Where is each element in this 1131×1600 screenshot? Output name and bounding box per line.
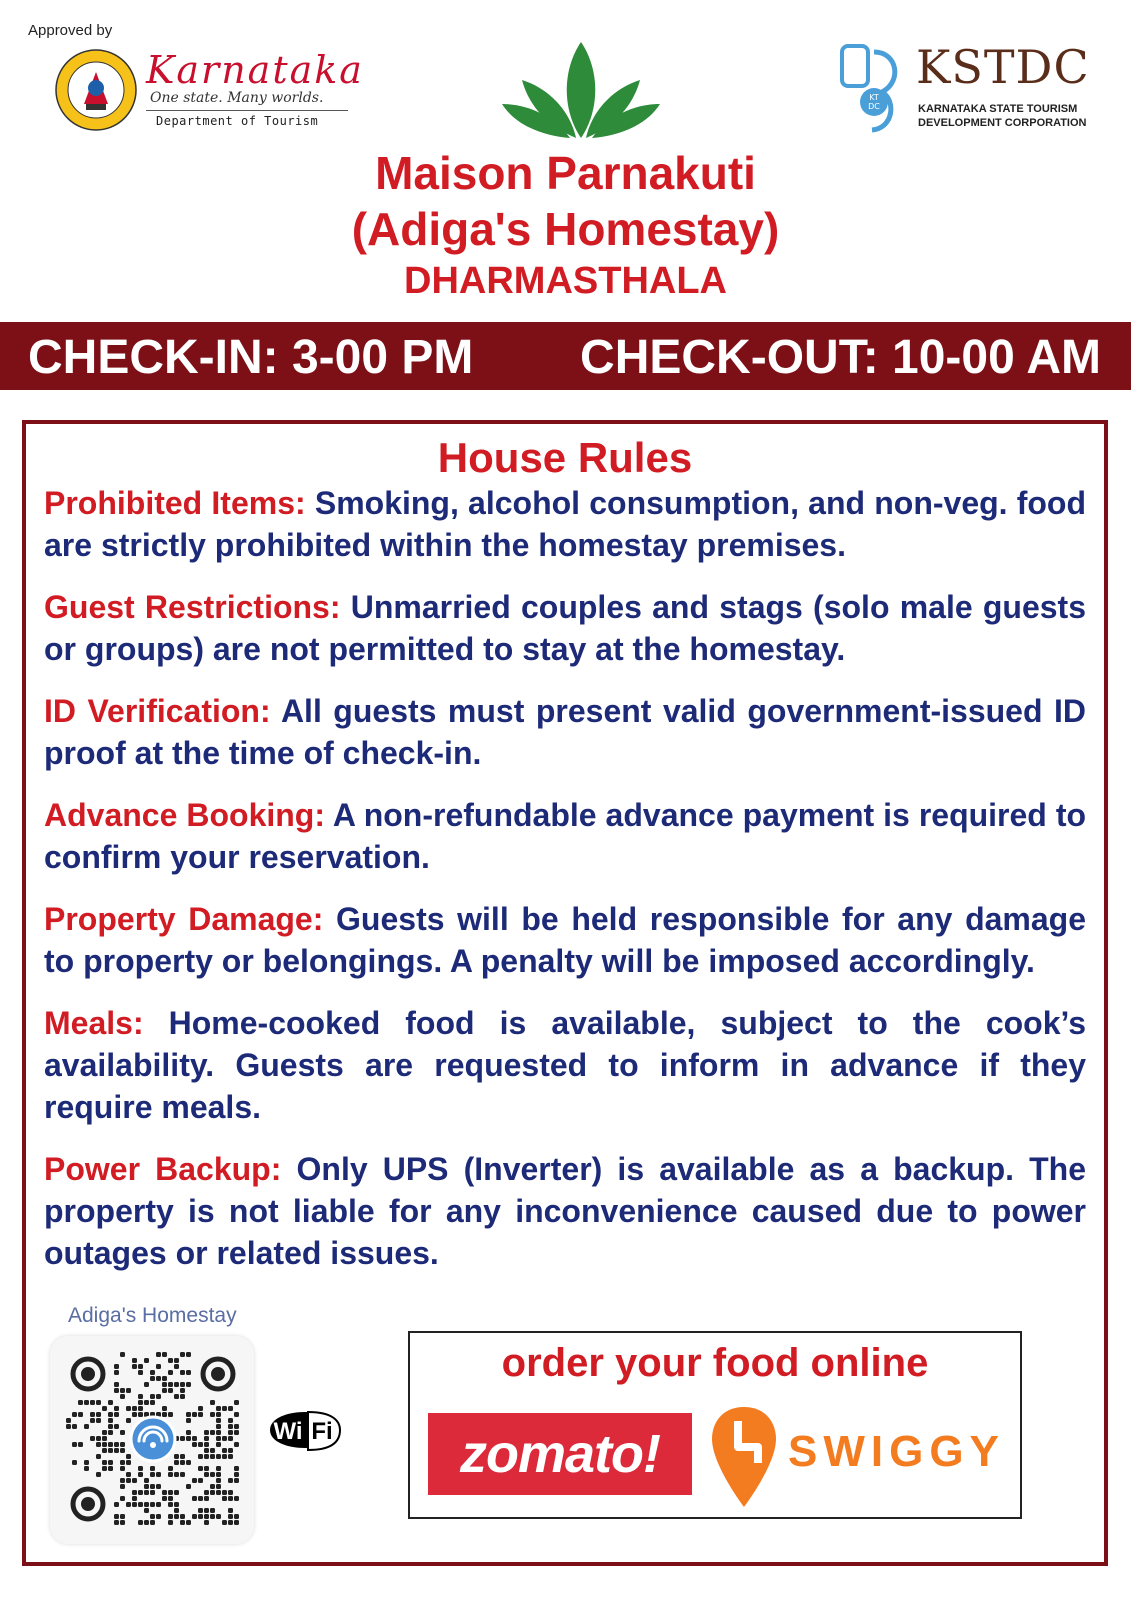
- rule-label: Power Backup:: [44, 1151, 282, 1187]
- rule-text: Only UPS (Inverter) is available as a backup. The property is not liable for any inconvenience caused due to power outages or related issues.: [44, 1151, 1087, 1271]
- homestay-title: Maison Parnakuti: [375, 147, 756, 199]
- rule-label: Meals:: [44, 1005, 144, 1041]
- food-order-box: [408, 1331, 1022, 1519]
- rule-text: Guests will be held responsible for any damage to property or belongings. A penalty will be imposed accordingly.: [44, 901, 1087, 979]
- approved-by-label: Approved by: [28, 22, 113, 39]
- rule-text: Home-cooked food is available, subject to the cook’s availability. Guests are requested to inform in advance if they require meals.: [44, 1005, 1087, 1125]
- rule-text: Smoking, alcohol consumption, and non-veg. food are strictly prohibited within the homestay premises.: [44, 485, 1087, 563]
- rule-prohibited-items: [44, 482, 1086, 566]
- wifi-qr-caption: Adiga's Homestay: [68, 1304, 237, 1327]
- rule-label: Advance Booking:: [44, 797, 326, 833]
- rule-power-backup: [44, 1148, 1086, 1274]
- kstdc-subtitle-line1: KARNATAKA STATE TOURISM: [918, 103, 1078, 115]
- zomato-logo[interactable]: zomato!: [428, 1413, 692, 1495]
- check-in-time: CHECK-IN: 3-00 PM: [28, 331, 474, 384]
- karnataka-divider: [146, 110, 348, 111]
- rule-label: Property Damage:: [44, 901, 324, 937]
- rule-label: Guest Restrictions:: [44, 589, 341, 625]
- rule-text: All guests must present valid government-issued ID proof at the time of check-in.: [44, 693, 1087, 771]
- rule-guest-restrictions: [44, 586, 1086, 670]
- food-order-title: order your food online: [501, 1341, 929, 1385]
- homestay-subtitle: (Adiga's Homestay): [351, 203, 780, 255]
- swiggy-wordmark[interactable]: SWIGGY: [788, 1427, 1005, 1476]
- rule-id-verification: [44, 690, 1086, 774]
- svg-text:KT: KT: [869, 93, 879, 102]
- house-rules-title: House Rules: [437, 434, 693, 481]
- karnataka-tagline: One state. Many worlds.: [150, 90, 324, 106]
- wifi-qr-code[interactable]: [50, 1336, 254, 1544]
- rule-advance-booking: [44, 794, 1086, 878]
- kstdc-logo: [838, 40, 1100, 140]
- rule-property-damage: [44, 898, 1086, 982]
- karnataka-seal-icon: [54, 48, 138, 132]
- kstdc-subtitle-line2: DEVELOPMENT CORPORATION: [918, 117, 1087, 129]
- rule-text: A non-refundable advance payment is required to confirm your reservation.: [44, 797, 1087, 875]
- kstdc-wordmark: KSTDC: [916, 40, 1090, 94]
- rule-meals: [44, 1002, 1086, 1128]
- wifi-badge-icon: [260, 1400, 350, 1460]
- swiggy-pin-icon[interactable]: [708, 1403, 780, 1511]
- house-rules-box: [22, 420, 1108, 1566]
- rule-label: Prohibited Items:: [44, 485, 306, 521]
- rule-text: Unmarried couples and stags (solo male guests or groups) are not permitted to stay at the homestay.: [44, 589, 1086, 667]
- karnataka-wordmark: Karnataka: [146, 48, 364, 92]
- svg-text:DC: DC: [868, 102, 880, 111]
- karnataka-department: Department of Tourism: [156, 114, 319, 128]
- karnataka-tourism-logo: [54, 48, 364, 138]
- wifi-badge-text-a: Wi: [273, 1418, 303, 1445]
- parnakuti-leaf-logo-icon: [500, 40, 662, 140]
- homestay-location: DHARMASTHALA: [404, 260, 727, 302]
- check-out-time: CHECK-OUT: 10-00 AM: [580, 331, 1101, 384]
- kstdc-emblem-icon: [838, 42, 908, 134]
- rule-label: ID Verification:: [44, 693, 271, 729]
- qr-code-icon: [56, 1342, 248, 1538]
- timings-bar: [0, 322, 1131, 390]
- kstdc-subtitle: [918, 102, 1086, 130]
- wifi-badge-text-b: Fi: [311, 1418, 333, 1445]
